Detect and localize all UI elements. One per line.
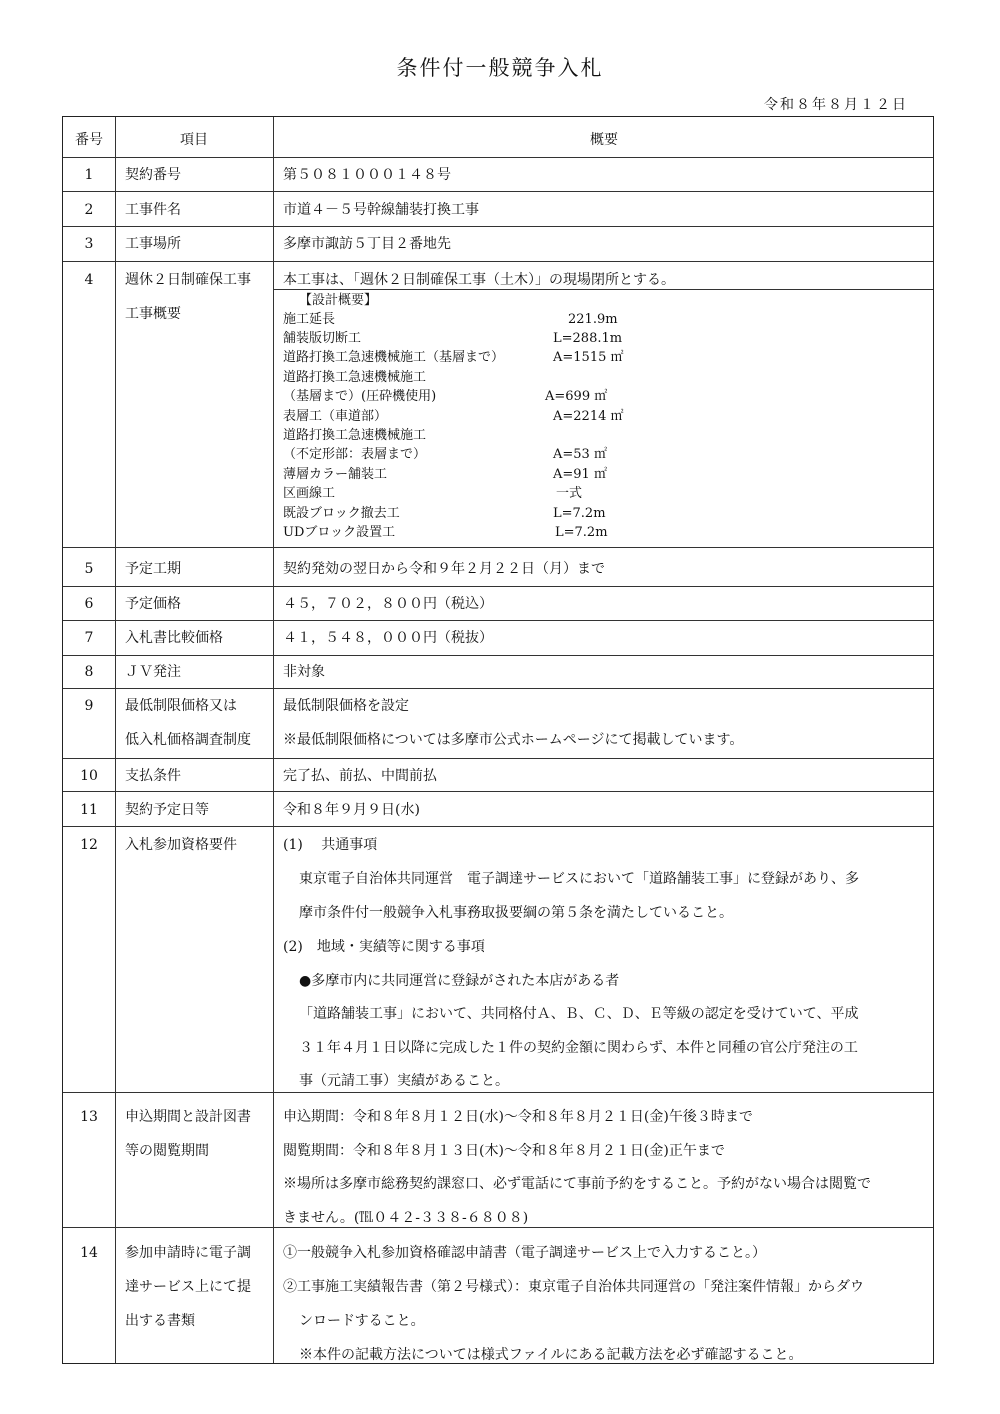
row-item: 契約予定日等 bbox=[125, 802, 209, 818]
row-item: 最低制限価格又は bbox=[125, 698, 237, 714]
design-value: 一式 bbox=[556, 486, 583, 501]
row-summary: ※最低制限価格については多摩市公式ホームページにて掲載しています。 bbox=[283, 732, 744, 748]
header-no: 番号 bbox=[75, 132, 103, 148]
design-label: 舗装版切断工 bbox=[283, 331, 362, 346]
row-summary: きません。(℡０４２-３３８-６８０８) bbox=[283, 1210, 529, 1226]
document-date: 令和８年８月１２日 bbox=[764, 97, 908, 113]
row-rule bbox=[63, 261, 933, 262]
column-rule-1 bbox=[115, 117, 116, 1363]
row-summary: 完了払、前払、中間前払 bbox=[283, 768, 437, 784]
design-value: A=53 ㎡ bbox=[553, 447, 607, 462]
conditions-table bbox=[62, 116, 934, 1364]
row-no: 10 bbox=[80, 768, 98, 784]
design-label: 既設ブロック撤去工 bbox=[283, 506, 400, 521]
row-item: 予定工期 bbox=[125, 561, 181, 577]
design-label: 施工延長 bbox=[283, 312, 336, 327]
row-summary: 最低制限価格を設定 bbox=[283, 698, 409, 714]
row-summary: 多摩市諏訪５丁目２番地先 bbox=[283, 236, 451, 252]
row-summary: ４５，７０２，８００円（税込） bbox=[283, 596, 493, 612]
row-rule bbox=[63, 1227, 933, 1228]
row-no: 14 bbox=[80, 1245, 98, 1261]
row-item: 契約番号 bbox=[125, 167, 181, 183]
row-item: 低入札価格調査制度 bbox=[125, 732, 251, 748]
row-rule bbox=[63, 655, 933, 656]
row-item: 申込期間と設計図書 bbox=[125, 1109, 251, 1125]
row-summary: 令和８年９月９日(水) bbox=[283, 802, 420, 818]
design-value: A=2214 ㎡ bbox=[553, 409, 624, 424]
column-rule-2 bbox=[273, 117, 274, 1363]
row-summary: ４１，５４８，０００円（税抜） bbox=[283, 630, 493, 646]
row-no: 8 bbox=[84, 664, 94, 680]
row-summary: 東京電子自治体共同運営 電子調達サービスにおいて「道路舗装工事」に登録があり、多 bbox=[299, 871, 859, 887]
row-rule-partial bbox=[273, 289, 933, 290]
design-label: 道路打換工急速機械施工（基層まで） bbox=[283, 350, 505, 365]
design-label: 表層工（車道部） bbox=[283, 409, 388, 424]
row-no: 6 bbox=[84, 596, 94, 612]
header-item: 項目 bbox=[180, 132, 208, 148]
row-item: 達サービス上にて提 bbox=[125, 1279, 251, 1295]
design-value: A=1515 ㎡ bbox=[553, 350, 624, 365]
design-value: A=699 ㎡ bbox=[545, 389, 608, 404]
row-item: 入札書比較価格 bbox=[125, 630, 223, 646]
row-no: 12 bbox=[80, 837, 98, 853]
design-label: （基層まで）(圧砕機使用) bbox=[283, 389, 437, 404]
row-summary: ンロードすること。 bbox=[299, 1313, 425, 1329]
row-rule bbox=[63, 586, 933, 587]
design-label: 薄層カラー舗装工 bbox=[283, 467, 388, 482]
design-value: A=91 ㎡ bbox=[553, 467, 607, 482]
row-summary: 本工事は、「週休２日制確保工事（土木）」の現場閉所とする。 bbox=[283, 272, 675, 288]
row-summary: 非対象 bbox=[283, 664, 325, 680]
row-summary: 第５０８１０００１４８号 bbox=[283, 167, 451, 183]
row-summary: 「道路舗装工事」において、共同格付Ａ、Ｂ、Ｃ、Ｄ、Ｅ等級の認定を受けていて、平成 bbox=[299, 1006, 859, 1022]
row-item: 支払条件 bbox=[125, 768, 181, 784]
design-value: 221.9m bbox=[568, 312, 618, 327]
row-no: 1 bbox=[84, 167, 94, 183]
design-label: UDブロック設置工 bbox=[283, 525, 396, 540]
design-label: 道路打換工急速機械施工 bbox=[283, 428, 427, 443]
row-summary: ３１年４月１日以降に完成した１件の契約金額に関わらず、本件と同種の官公庁発注の工 bbox=[299, 1040, 858, 1056]
row-item: 工事件名 bbox=[125, 202, 181, 218]
design-value: L=7.2m bbox=[555, 525, 608, 540]
row-item: 参加申請時に電子調 bbox=[125, 1245, 251, 1261]
row-summary: (2) 地域・実績等に関する事項 bbox=[283, 939, 485, 955]
row-item: 週休２日制確保工事 bbox=[125, 272, 251, 288]
row-no: 4 bbox=[84, 272, 94, 288]
row-summary: 市道４－５号幹線舗装打換工事 bbox=[283, 202, 479, 218]
row-rule bbox=[63, 1092, 933, 1093]
design-label: （不定形部：表層まで） bbox=[283, 447, 427, 462]
document-title: 条件付一般競争入札 bbox=[396, 56, 604, 80]
row-rule bbox=[63, 157, 933, 158]
row-no: 5 bbox=[84, 561, 94, 577]
row-item: 工事場所 bbox=[125, 236, 181, 252]
row-item-secondary: 工事概要 bbox=[125, 306, 181, 322]
row-summary: (1) 共通事項 bbox=[283, 837, 378, 853]
row-summary: ●多摩市内に共同運営に登録がされた本店がある者 bbox=[299, 973, 620, 989]
row-no: 3 bbox=[84, 236, 94, 252]
row-rule bbox=[63, 791, 933, 792]
row-summary: ※場所は多摩市総務契約課窓口、必ず電話にて事前予約をすること。予約がない場合は閲覧で bbox=[283, 1176, 871, 1192]
row-no: 13 bbox=[80, 1109, 98, 1125]
row-rule bbox=[63, 547, 933, 548]
row-summary: ①一般競争入札参加資格確認申請書（電子調達サービス上で入力すること。） bbox=[283, 1245, 766, 1261]
row-item: 等の閲覧期間 bbox=[125, 1143, 209, 1159]
row-rule bbox=[63, 620, 933, 621]
design-heading: 【設計概要】 bbox=[299, 293, 378, 308]
row-item: ＪＶ発注 bbox=[125, 664, 181, 680]
row-rule bbox=[63, 226, 933, 227]
row-rule bbox=[63, 688, 933, 689]
row-rule bbox=[63, 191, 933, 192]
row-no: 9 bbox=[84, 698, 94, 714]
design-label: 区画線工 bbox=[283, 486, 336, 501]
row-summary: ②工事施工実績報告書（第２号様式）：東京電子自治体共同運営の「発注案件情報」からダウ bbox=[283, 1279, 864, 1295]
row-no: 7 bbox=[84, 630, 94, 646]
row-summary: 事（元請工事）実績があること。 bbox=[299, 1073, 509, 1089]
row-item: 予定価格 bbox=[125, 596, 181, 612]
row-summary: 摩市条件付一般競争入札事務取扱要綱の第５条を満たしていること。 bbox=[299, 905, 733, 921]
row-no: 2 bbox=[84, 202, 94, 218]
row-summary: 閲覧期間：令和８年８月１３日(木)～令和８年８月２１日(金)正午まで bbox=[283, 1143, 725, 1159]
row-summary: 契約発効の翌日から令和９年２月２２日（月）まで bbox=[283, 561, 605, 577]
design-label: 道路打換工急速機械施工 bbox=[283, 370, 427, 385]
row-summary: 申込期間：令和８年８月１２日(水)～令和８年８月２１日(金)午後３時まで bbox=[283, 1109, 753, 1125]
row-rule bbox=[63, 758, 933, 759]
row-no: 11 bbox=[80, 802, 98, 818]
header-summary: 概要 bbox=[590, 132, 618, 148]
row-rule bbox=[63, 826, 933, 827]
row-summary: ※本件の記載方法については様式ファイルにある記載方法を必ず確認すること。 bbox=[299, 1347, 803, 1363]
row-item: 出する書類 bbox=[125, 1313, 195, 1329]
design-value: L=7.2m bbox=[553, 506, 606, 521]
row-item: 入札参加資格要件 bbox=[125, 837, 237, 853]
design-value: L=288.1m bbox=[553, 331, 623, 346]
